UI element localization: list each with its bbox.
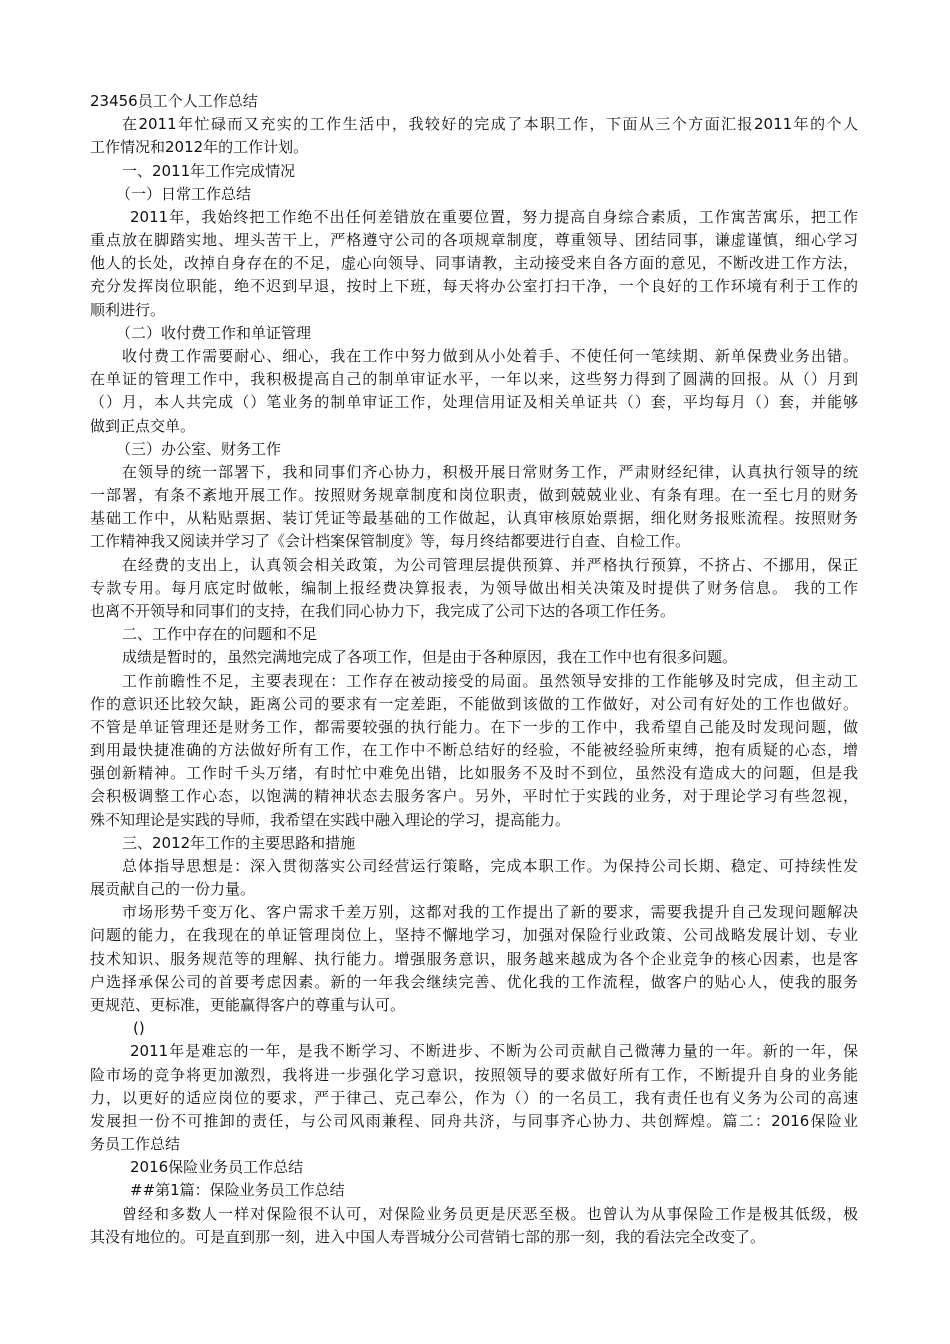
text-line: 二、工作中存在的问题和不足: [122, 625, 318, 644]
text-line: 收付费工作需要耐心、细心，我在工作中努力做到从小处着手、不使任何一笔续期、新单保费业务出错。: [122, 346, 858, 365]
document-title: 23456员工个人工作总结: [90, 92, 258, 110]
text-line: 殊不知理论是实践的导师，我希望在实践中融入理论的学习，提高能力。: [90, 810, 571, 829]
text-line: (): [133, 1019, 145, 1038]
text-line: 在2011年忙碌而又充实的工作生活中，我较好的完成了本职工作，下面从三个方面汇报2011年的个人: [122, 115, 858, 134]
text-line: 其没有地位的。可是直到那一刻，进入中国人寿晋城分公司营销七部的那一刻，我的看法完全改变了。: [90, 1227, 766, 1246]
text-line: 作的意识还比较欠缺，距离公司的要求有一定差距，不能做到该做的工作做好，对公司有好处的工作也做好。: [90, 694, 858, 713]
text-line: 市场形势千变万化、客户需求千差万别，这都对我的工作提出了新的要求，需要我提升自己发现问题解决: [122, 903, 858, 922]
text-line: 2016保险业务员工作总结: [130, 1158, 304, 1177]
text-line: 技术知识、服务规范等的理解、执行能力。增强服务意识，服务越来越成为各个企业竞争的核心因素，也是客: [90, 949, 858, 968]
text-line: 充分发挥岗位职能，绝不迟到早退，按时上下班，每天将办公室打扫干净，一个良好的工作环境有利于工作的: [90, 277, 858, 296]
text-line: 他人的长处，改掉自身存在的不足，虚心向领导、同事请教，主动接受来自各方面的意见，不断改进工作方法，: [90, 254, 858, 273]
text-line: 更规范、更标准，更能赢得客户的尊重与认可。: [90, 996, 406, 1015]
text-line: 顺利进行。: [90, 300, 166, 319]
text-line: 力，以更好的适应岗位的要求，严于律己、克己奉公，作为（）的一名员工，我有责任也有义务为公司的高速: [90, 1088, 858, 1107]
text-line: 2011年，我始终把工作绝不出任何差错放在重要位置，努力提高自身综合素质，工作寓苦寓乐，把工作: [130, 207, 858, 226]
text-line: （三）办公室、财务工作: [116, 439, 282, 458]
text-line: 工作情况和2012年的工作计划。: [90, 138, 309, 157]
text-line: 一部署，有条不紊地开展工作。按照财务规章制度和岗位职责，做到兢兢业业、有条有理。在一至七月的财务: [90, 486, 858, 505]
text-line: 险市场的竞争将更加激烈，我将进一步强化学习意识，按照领导的要求做好所有工作，不断提升自身的业务能: [90, 1065, 858, 1084]
text-line: （一）日常工作总结: [116, 184, 252, 203]
text-line: 展贡献自己的一份力量。: [90, 880, 256, 899]
text-line: 工作前瞻性不足，主要表现在：工作存在被动接受的局面。虽然领导安排的工作能够及时完成，但主动工: [122, 671, 858, 690]
text-line: （二）收付费工作和单证管理: [116, 323, 312, 342]
text-line: 三、2012年工作的主要思路和措施: [122, 833, 356, 852]
text-line: 会积极调整工作心态，以饱满的精神状态去服务客户。另外，平时忙于实践的业务，对于理论学习有些忽视，: [90, 787, 858, 806]
text-line: 在单证的管理工作中，我积极提高自己的制单审证水平，一年以来，这些努力得到了圆满的回报。从（）月到: [90, 370, 858, 389]
text-line: 到用最快捷准确的方法做好所有工作，在工作中不断总结好的经验，不能被经验所束缚，抱有质疑的心态，增: [90, 741, 858, 760]
text-line: 总体指导思想是：深入贯彻落实公司经营运行策略，完成本职工作。为保持公司长期、稳定、可持续性发: [122, 856, 858, 875]
text-line: 2011年是难忘的一年，是我不断学习、不断进步、不断为公司贡献自己微薄力量的一年。新的一年，保: [130, 1042, 858, 1061]
text-line: 成绩是暂时的，虽然完满地完成了各项工作，但是由于各种原因，我在工作中也有很多问题。: [122, 648, 738, 667]
text-line: 强创新精神。工作时千头万绪，有时忙中难免出错，比如服务不及时不到位，虽然没有造成大的问题，但是我: [90, 764, 858, 783]
text-line: 基础工作中，从粘贴票据、装订凭证等最基础的工作做起，认真审核原始票据，细化财务报账流程。按照财务: [90, 509, 858, 528]
text-line: 在领导的统一部署下，我和同事们齐心协力，积极开展日常财务工作，严肃财经纪律，认真执行领导的统: [122, 462, 858, 481]
text-line: 也离不开领导和同事们的支持，在我们同心协力下，我完成了公司下达的各项工作任务。: [90, 601, 676, 620]
text-line: （）月，本人共完成（）笔业务的制单审证工作，处理信用证及相关单证共（）套，平均每月（）套，并能够: [90, 393, 858, 412]
text-line: 发展担一份不可推卸的责任，与公司风雨兼程、同舟共济，与同事齐心协力、共创辉煌。篇二：2016保险业: [90, 1111, 858, 1130]
text-line: 一、2011年工作完成情况: [122, 161, 296, 180]
text-line: 专款专用。每月底定时做帐，编制上报经费决算报表，为领导做出相关决策及时提供了财务信息。 我的工作: [90, 578, 858, 597]
text-line: 不管是单证管理还是财务工作，都需要较强的执行能力。在下一步的工作中，我希望自己能及时发现问题，做: [90, 717, 858, 736]
text-line: 在经费的支出上，认真领会相关政策，为公司管理层提供预算、并严格执行预算，不挤占、不挪用，保正: [122, 555, 858, 574]
text-line: 问题的能力，在我现在的单证管理岗位上，坚持不懈地学习，加强对保险行业政策、公司战略发展计划、专业: [90, 926, 858, 945]
text-line: 曾经和多数人一样对保险很不认可，对保险业务员更是厌恶至极。也曾认为从事保险工作是极其低级，极: [122, 1204, 858, 1223]
text-line: 做到正点交单。: [90, 416, 196, 435]
text-line: ##第1篇：保险业务员工作总结: [130, 1181, 345, 1200]
text-line: 工作精神我又阅读并学习了《会计档案保管制度》等，每月终结都要进行自查、自检工作。: [90, 532, 691, 551]
text-line: 户选择承保公司的首要考虑因素。新的一年我会继续完善、优化我的工作流程，做客户的贴心人，使我的服务: [90, 972, 858, 991]
text-line: 重点放在脚踏实地、埋头苦干上，严格遵守公司的各项规章制度，尊重领导、团结同事，谦虚谨慎，细心学习: [90, 231, 858, 250]
text-line: 务员工作总结: [90, 1135, 181, 1154]
